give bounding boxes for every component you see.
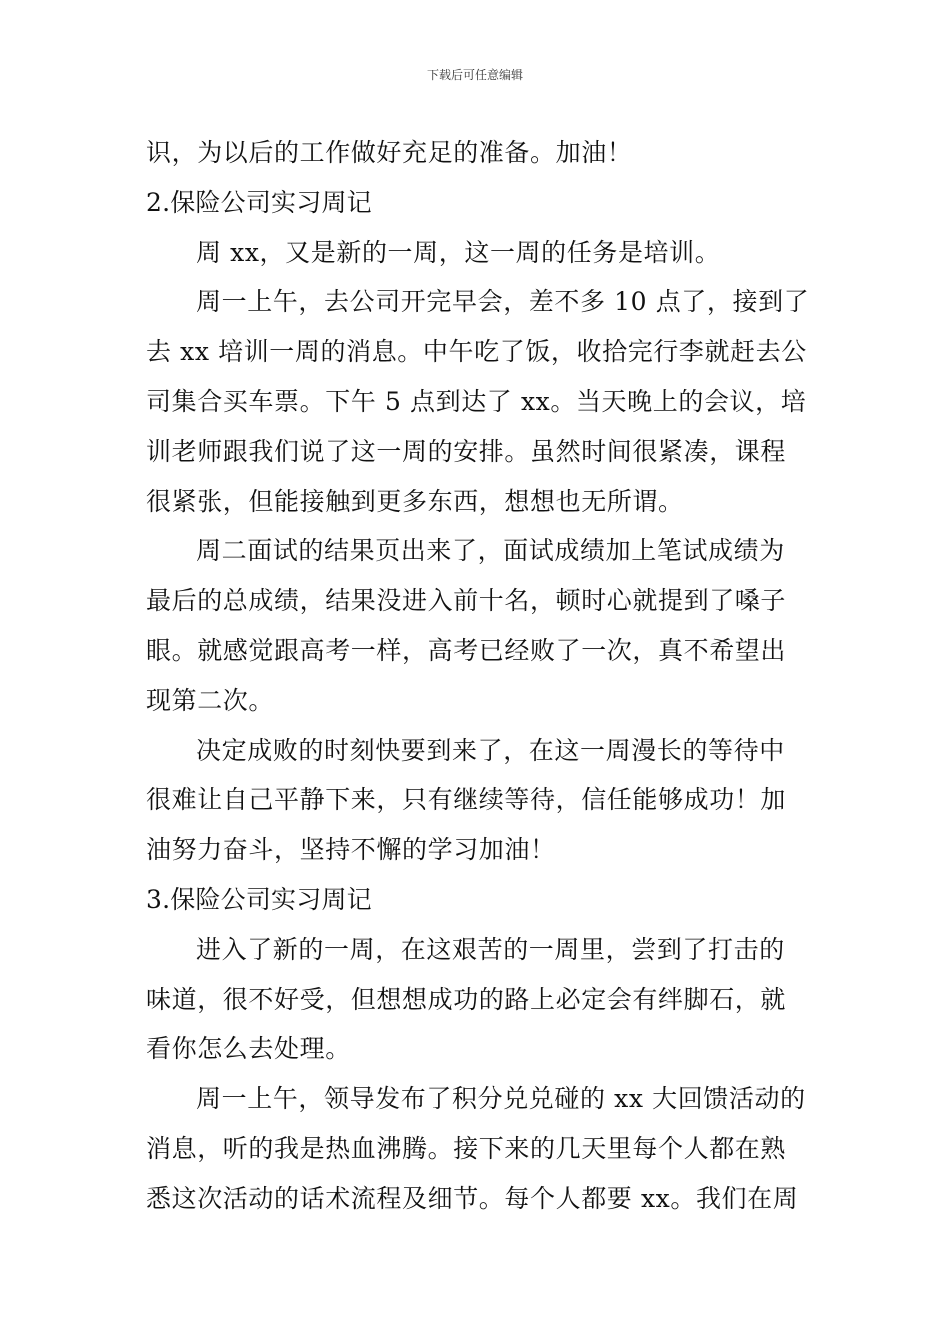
text-line: 很难让自己平静下来，只有继续等待，信任能够成功！加 — [146, 785, 787, 815]
paragraph-first-line: 周一上午，去公司开完早会，差不多 10 点了，接到了 — [196, 287, 810, 317]
paragraph-first-line: 周二面试的结果页出来了，面试成绩加上笔试成绩为 — [196, 536, 785, 566]
text-line: 眼。就感觉跟高考一样，高考已经败了一次，真不希望出 — [146, 635, 787, 665]
section-heading: 2.保险公司实习周记 — [146, 187, 372, 217]
paragraph-first-line: 周一上午，领导发布了积分兑兑碰的 xx 大回馈活动的 — [196, 1084, 806, 1114]
page-header: 下载后可任意编辑 — [426, 68, 523, 82]
text-line: 最后的总成绩，结果没进入前十名，顿时心就提到了嗓子 — [146, 586, 787, 616]
text-line: 现第二次。 — [146, 685, 275, 715]
section-heading: 3.保险公司实习周记 — [146, 884, 372, 914]
text-line: 训老师跟我们说了这一周的安排。虽然时间很紧凑，课程 — [146, 436, 787, 466]
document-body — [146, 128, 811, 1224]
paragraph-first-line: 进入了新的一周，在这艰苦的一周里，尝到了打击的 — [196, 934, 785, 964]
text-line: 去 xx 培训一周的消息。中午吃了饭，收拾完行李就赶去公 — [146, 337, 807, 367]
paragraph-first-line: 决定成败的时刻快要到来了，在这一周漫长的等待中 — [196, 735, 785, 765]
paragraph-first-line: 周 xx，又是新的一周，这一周的任务是培训。 — [196, 237, 721, 267]
text-line: 司集合买车票。下午 5 点到达了 xx。当天晚上的会议，培 — [146, 386, 807, 416]
text-line: 很紧张，但能接触到更多东西，想想也无所谓。 — [146, 486, 684, 516]
text-line: 悉这次活动的话术流程及细节。每个人都要 xx。我们在周 — [146, 1183, 799, 1213]
text-line: 味道，很不好受，但想想成功的路上必定会有绊脚石，就 — [146, 984, 787, 1014]
text-line: 看你怎么去处理。 — [146, 1034, 351, 1064]
text-line: 识，为以后的工作做好充足的准备。加油！ — [146, 138, 633, 167]
text-line: 消息，听的我是热血沸腾。接下来的几天里每个人都在熟 — [146, 1133, 787, 1163]
text-line: 油努力奋斗，坚持不懈的学习加油！ — [146, 835, 556, 865]
